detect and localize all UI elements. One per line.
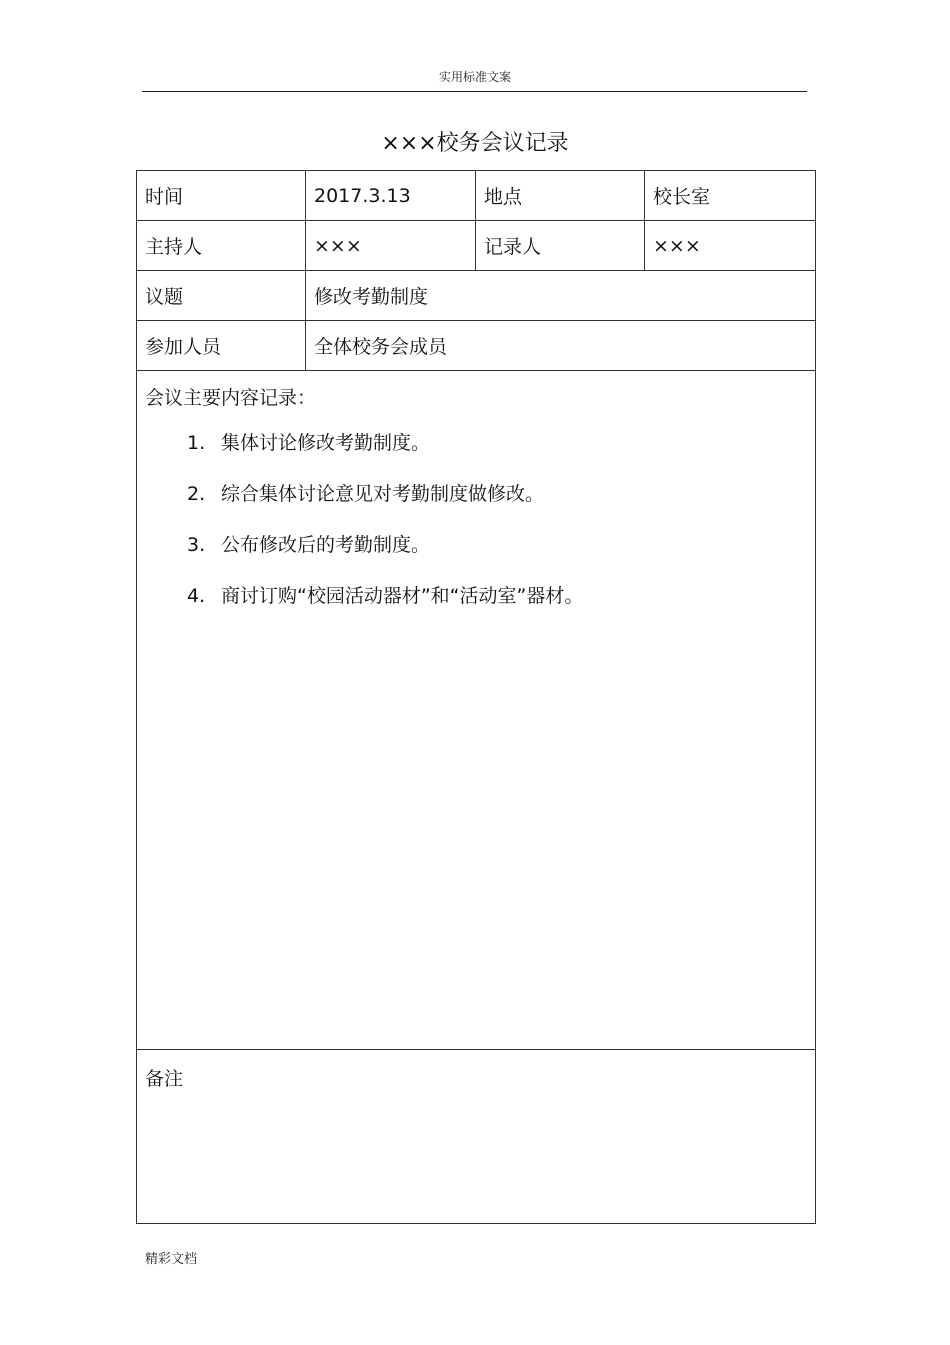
document-title: ×××校务会议记录 xyxy=(381,131,569,156)
table-row-time-place xyxy=(137,171,816,221)
time-value: 2017.3.13 xyxy=(306,171,476,221)
table-row-content xyxy=(137,371,816,1050)
list-item-text: 公布修改后的考勤制度。 xyxy=(221,534,431,556)
topic-value: 修改考勤制度 xyxy=(306,271,816,321)
list-item xyxy=(187,479,807,506)
host-label: 主持人 xyxy=(137,221,306,271)
page-header: 实用标准文案 xyxy=(438,70,511,84)
attendees-label: 参加人员 xyxy=(137,321,306,371)
host-value: ××× xyxy=(306,221,476,271)
remark-cell xyxy=(137,1050,816,1224)
recorder-value: ××× xyxy=(645,221,816,271)
list-item-number: 1. xyxy=(187,432,206,454)
remark-label: 备注 xyxy=(145,1068,184,1090)
list-item-text: 集体讨论修改考勤制度。 xyxy=(221,432,431,454)
time-label: 时间 xyxy=(137,171,306,221)
table-row-remark xyxy=(137,1050,816,1224)
table-row-attendees xyxy=(137,321,816,371)
place-label: 地点 xyxy=(476,171,645,221)
list-item xyxy=(187,581,807,608)
topic-label: 议题 xyxy=(137,271,306,321)
table-row-host-recorder xyxy=(137,221,816,271)
list-item-number: 3. xyxy=(187,534,206,556)
content-heading: 会议主要内容记录： xyxy=(145,387,317,409)
place-value: 校长室 xyxy=(645,171,816,221)
page-footer: 精彩文档 xyxy=(145,1252,198,1267)
meeting-record-table xyxy=(136,170,816,1224)
list-item-number: 4. xyxy=(187,585,206,607)
header-divider xyxy=(142,91,807,92)
list-item xyxy=(187,428,807,455)
recorder-label: 记录人 xyxy=(476,221,645,271)
content-cell xyxy=(137,371,816,1050)
list-item xyxy=(187,530,807,557)
table-row-topic xyxy=(137,271,816,321)
list-item-number: 2. xyxy=(187,483,206,505)
list-item-text: 综合集体讨论意见对考勤制度做修改。 xyxy=(221,483,545,505)
content-list xyxy=(145,428,807,608)
attendees-value: 全体校务会成员 xyxy=(306,321,816,371)
list-item-text: 商讨订购“校园活动器材”和“活动室”器材。 xyxy=(221,585,584,607)
